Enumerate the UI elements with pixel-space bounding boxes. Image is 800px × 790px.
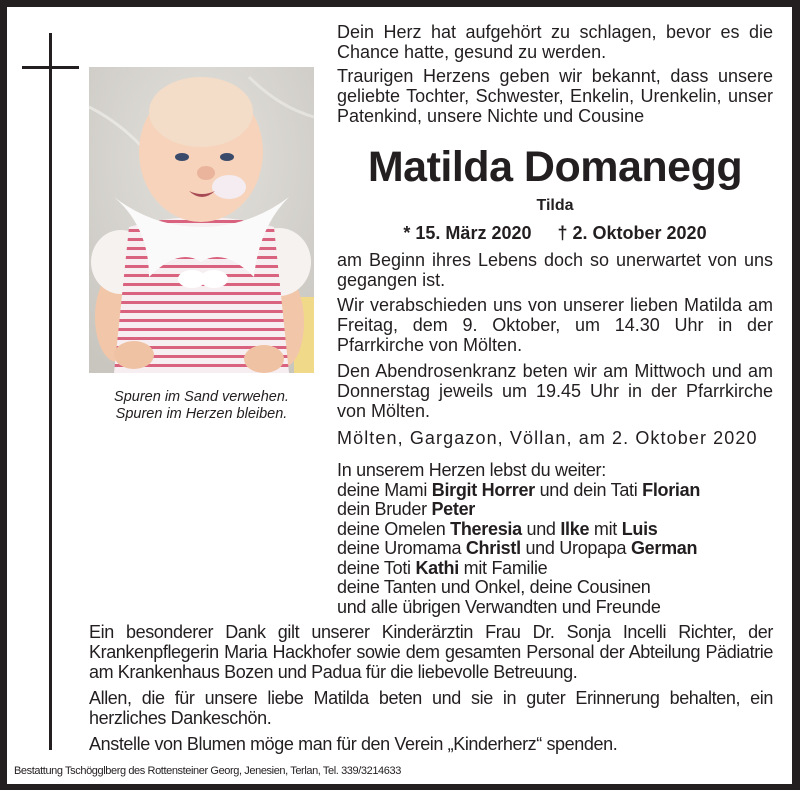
life-dates: [337, 222, 773, 244]
announcement-text: Traurigen Herzens geben wir bekannt, dass unsere geliebte Tochter, Schwester, Enkelin, Urenkelin, unser Patenkind, unsere Nichte und Cousine: [337, 66, 773, 126]
rosary-info: [337, 361, 773, 421]
family-line-parents: [337, 481, 773, 501]
family-name-bold: Ilke: [560, 518, 590, 539]
family-line-brother: [337, 500, 773, 520]
cross-icon-crossbar: [22, 66, 79, 69]
thanks-medical-staff: [89, 622, 773, 682]
passing-text-body: am Beginn ihres Lebens doch so unerwartet von uns gegangen ist.: [337, 250, 773, 290]
family-name-bold: Theresia: [450, 518, 522, 539]
family-text: und Uropapa: [520, 538, 631, 558]
family-line-relatives: und alle übrigen Verwandten und Freunde: [337, 596, 661, 617]
thanks-prayers: [89, 688, 773, 728]
death-date: † 2. Oktober 2020: [557, 223, 707, 243]
family-line-godmother: [337, 559, 773, 579]
family-text: deine Omelen: [337, 518, 451, 539]
place-and-date: Mölten, Gargazon, Völlan, am 2. Oktober 2020: [337, 428, 758, 448]
family-name-bold: German: [630, 538, 698, 558]
baby-portrait-illustration: [89, 67, 314, 373]
family-text: mit Familie: [458, 557, 548, 578]
birth-date: * 15. März 2020: [403, 223, 532, 243]
family-list: [337, 461, 773, 617]
family-text: und dein Tati: [534, 479, 643, 500]
deceased-name: Matilda Domanegg: [367, 143, 743, 191]
family-line-grandparents: [337, 520, 773, 540]
family-name-bold: Christl: [465, 538, 521, 558]
family-text: deine Uromama: [337, 538, 466, 558]
intro-verse-text: Dein Herz hat aufgehört zu schlagen, bevor es die Chance hatte, gesund zu werden.: [337, 22, 773, 62]
cross-icon-vertical-bar: [49, 33, 52, 750]
family-name-bold: Luis: [621, 518, 658, 539]
intro-verse: [337, 22, 773, 62]
rosary-info-body: Den Abendrosenkranz beten wir am Mittwoch und am Donnerstag jeweils um 19.45 Uhr in der Pfarrkirche von Mölten.: [337, 361, 773, 421]
thanks-medical-staff-text: Ein besonderer Dank gilt unserer Kinderärztin Frau Dr. Sonja Incelli Richter, der Krankenpflegerin Maria Hackhofer sowie dem gesamten Personal der Abteilung Pädiatrie am Krankenhaus Bozen und Padua für die liebevolle Betreuung.: [89, 622, 773, 682]
donation-request: [89, 734, 773, 754]
announcement: [337, 66, 773, 126]
family-heading: In unserem Herzen lebst du weiter:: [337, 460, 606, 480]
family-name-bold: Kathi: [415, 557, 459, 578]
passing-text: [337, 250, 773, 290]
donation-request-text: Anstelle von Blumen möge man für den Verein „Kinderherz“ spenden.: [89, 734, 618, 754]
family-name-bold: Birgit Horrer: [431, 479, 535, 500]
photo-caption: [89, 389, 314, 423]
family-text: deine Toti: [337, 557, 416, 578]
family-text: und: [521, 518, 561, 539]
funeral-info-body: Wir verabschieden uns von unserer lieben Matilda am Freitag, dem 9. Oktober, um 14.30 Uhr in der Pfarrkirche von Mölten.: [337, 295, 773, 355]
thanks-prayers-text: Allen, die für unsere liebe Matilda beten und sie in guter Erinnerung behalten, ein herzliches Dankeschön.: [89, 688, 773, 728]
family-name-bold: Peter: [431, 499, 475, 519]
family-line-aunts-uncles: deine Tanten und Onkel, deine Cousinen: [337, 577, 651, 597]
deceased-nickname: Tilda: [536, 197, 574, 214]
caption-line-2: Spuren im Herzen bleiben.: [115, 406, 288, 422]
family-text: dein Bruder: [337, 499, 432, 519]
family-name-bold: Florian: [642, 479, 701, 500]
family-text: mit: [589, 518, 622, 539]
family-text: deine Mami: [337, 479, 432, 500]
undertaker-footer: Bestattung Tschögglberg des Rottensteiner Georg, Jenesien, Terlan, Tel. 339/3214633: [14, 765, 401, 777]
caption-line-1: Spuren im Sand verwehen.: [114, 389, 289, 405]
funeral-info: [337, 295, 773, 355]
family-line-great-grandparents: [337, 539, 773, 559]
portrait-photo: [89, 67, 314, 373]
